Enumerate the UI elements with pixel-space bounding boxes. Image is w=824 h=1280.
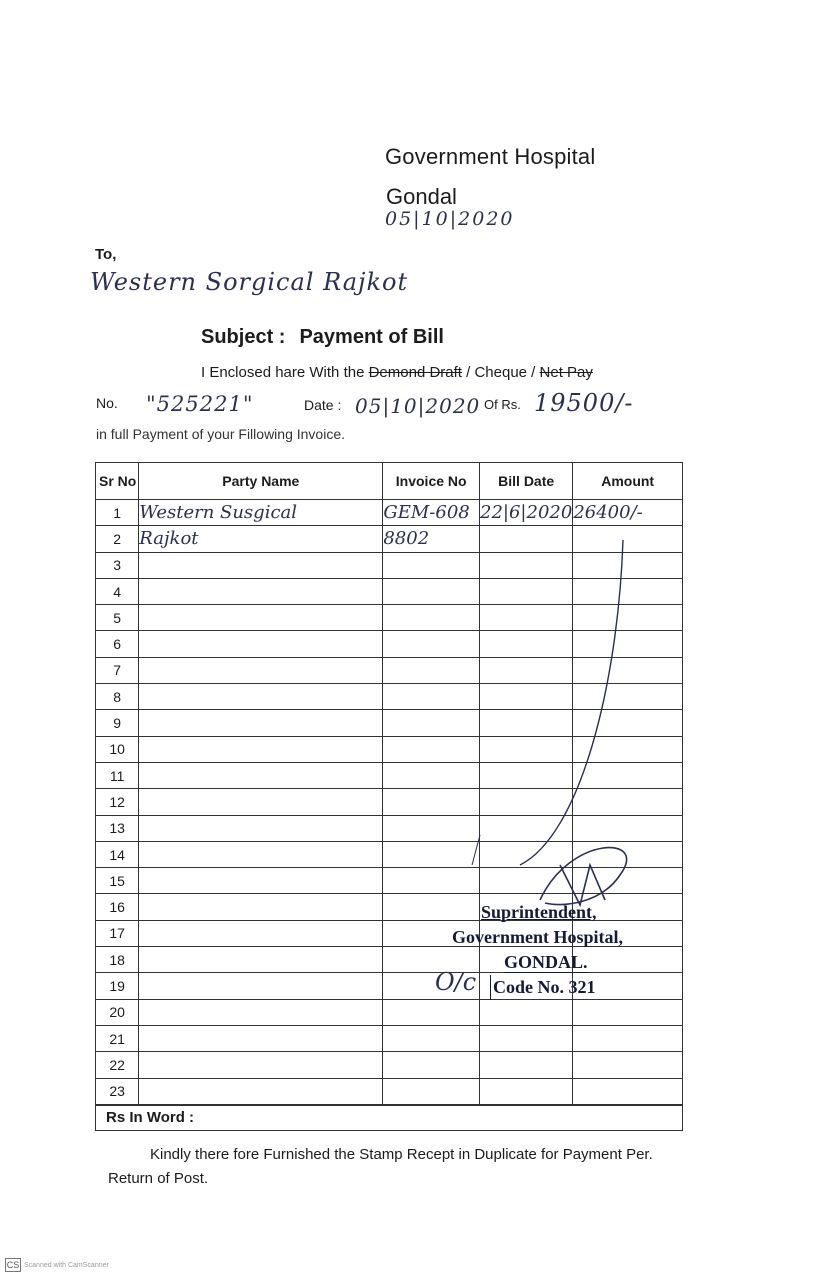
cell-sr-no: 8: [96, 684, 139, 710]
cell-sr-no: 9: [96, 710, 139, 736]
amount-value: 19500/-: [534, 389, 634, 417]
cell-bill-date: [480, 1052, 573, 1078]
stamp-line-3-wrap: [504, 950, 623, 975]
netpay-struck: Net Pay: [539, 364, 593, 381]
subject-line: [201, 326, 444, 349]
cell-party-name: [139, 947, 383, 973]
cell-invoice-no: GEM-608: [383, 500, 480, 526]
cell-sr-no: 19: [96, 973, 139, 999]
table-row: [96, 1025, 683, 1051]
cell-party-name: [139, 736, 383, 762]
header-sr-no: Sr No: [96, 463, 139, 500]
cell-party-name: [139, 684, 383, 710]
cell-party-name: [139, 868, 383, 894]
invoice-text: in full Payment of your Fillowing Invoice.: [96, 426, 345, 442]
header-party-name: Party Name: [139, 463, 383, 500]
cell-party-name: [139, 815, 383, 841]
cell-party-name: [139, 999, 383, 1025]
cell-party-name: [139, 973, 383, 999]
table-row: [96, 500, 683, 526]
cheque-no-value: "525221": [146, 392, 254, 416]
words-row: [96, 1105, 683, 1131]
stamp-line-1: Suprintendent,: [481, 902, 597, 922]
cell-sr-no: 1: [96, 500, 139, 526]
cell-party-name: [139, 552, 383, 578]
cell-party-name: [139, 1078, 383, 1105]
header-date: 05|10|2020: [385, 208, 515, 230]
cell-invoice-no: 8802: [383, 526, 480, 552]
cell-sr-no: 22: [96, 1052, 139, 1078]
rs-in-word-label: Rs In Word :: [96, 1105, 683, 1131]
cell-invoice-no: [383, 1052, 480, 1078]
cell-sr-no: 4: [96, 578, 139, 604]
cell-party-name: [139, 1052, 383, 1078]
cell-party-name: [139, 789, 383, 815]
oc-mark: O/c: [435, 968, 477, 996]
cell-party-name: [139, 657, 383, 683]
stamp-line-3: GONDAL.: [504, 952, 588, 972]
cell-sr-no: 3: [96, 552, 139, 578]
cell-amount: 26400/-: [573, 500, 683, 526]
stamp-line-2: Government Hospital,: [452, 927, 623, 947]
cell-amount: [573, 1052, 683, 1078]
footer-line-2: Return of Post.: [108, 1170, 209, 1187]
camscanner-icon: CS: [6, 1260, 20, 1270]
subject-label: Subject :: [201, 326, 286, 348]
recipient-name: Western Sorgical Rajkot: [90, 268, 409, 296]
cell-sr-no: 12: [96, 789, 139, 815]
enclosed-mid: / Cheque /: [461, 364, 540, 381]
cell-sr-no: 13: [96, 815, 139, 841]
cell-sr-no: 18: [96, 947, 139, 973]
cell-sr-no: 20: [96, 999, 139, 1025]
stamp-line-4: Code No. 321: [490, 975, 623, 1000]
payment-date-value: 05|10|2020: [355, 394, 481, 418]
cell-sr-no: 5: [96, 605, 139, 631]
cell-invoice-no: [383, 1025, 480, 1051]
cell-party-name: [139, 762, 383, 788]
cell-sr-no: 2: [96, 526, 139, 552]
draft-struck: Demond Draft: [368, 364, 462, 381]
cell-party-name: [139, 631, 383, 657]
cell-sr-no: 10: [96, 736, 139, 762]
cell-party-name: Western Susgical: [139, 500, 383, 526]
cell-bill-date: [480, 1025, 573, 1051]
amount-label: Of Rs.: [484, 397, 521, 412]
cheque-no-label: No.: [96, 395, 118, 411]
cell-sr-no: 14: [96, 841, 139, 867]
hospital-name: Government Hospital: [385, 144, 596, 169]
cell-party-name: [139, 710, 383, 736]
cell-sr-no: 16: [96, 894, 139, 920]
cell-bill-date: [480, 1078, 573, 1105]
cell-party-name: [139, 1025, 383, 1051]
cell-party-name: [139, 894, 383, 920]
cell-sr-no: 23: [96, 1078, 139, 1105]
cell-amount: [573, 1025, 683, 1051]
header-invoice-no: Invoice No: [383, 463, 480, 500]
cell-sr-no: 15: [96, 868, 139, 894]
cell-party-name: [139, 841, 383, 867]
subject-value: Payment of Bill: [299, 326, 444, 348]
cell-amount: [573, 1078, 683, 1105]
signature-scribble: [540, 848, 627, 905]
cell-party-name: [139, 578, 383, 604]
footer-line-1: Kindly there fore Furnished the Stamp Recept in Duplicate for Payment Per.: [150, 1146, 653, 1163]
cell-sr-no: 6: [96, 631, 139, 657]
table-header-row: [96, 463, 683, 500]
table-row: [96, 1052, 683, 1078]
camscanner-text: Scanned with CamScanner: [24, 1262, 109, 1269]
cell-party-name: [139, 920, 383, 946]
hospital-city: Gondal: [386, 184, 457, 209]
cell-invoice-no: [383, 1078, 480, 1105]
cell-sr-no: 17: [96, 920, 139, 946]
superintendent-stamp: [452, 900, 623, 1000]
to-label: To,: [95, 246, 117, 263]
enclosed-line: [201, 364, 593, 381]
cell-bill-date: 22|6|2020: [480, 500, 573, 526]
payment-date-label: Date :: [304, 397, 342, 413]
cell-sr-no: 21: [96, 1025, 139, 1051]
header-amount: Amount: [573, 463, 683, 500]
enclosed-prefix: I Enclosed hare With the: [201, 364, 369, 381]
cell-party-name: Rajkot: [139, 526, 383, 552]
cell-sr-no: 7: [96, 657, 139, 683]
table-row: [96, 1078, 683, 1105]
cell-party-name: [139, 605, 383, 631]
cell-sr-no: 11: [96, 762, 139, 788]
header-bill-date: Bill Date: [480, 463, 573, 500]
